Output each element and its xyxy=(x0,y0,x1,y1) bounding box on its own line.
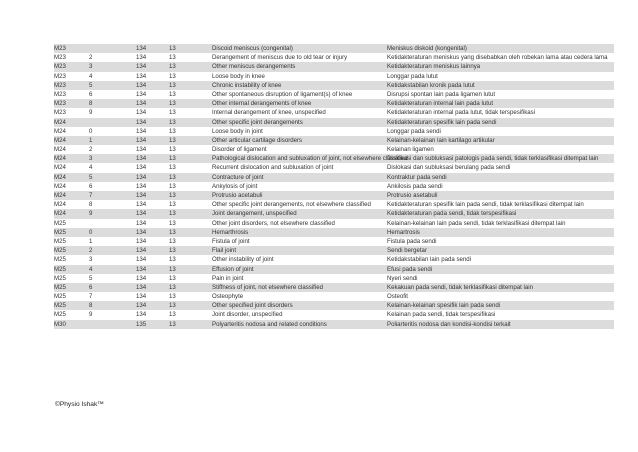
group-number-cell: 13 xyxy=(169,293,176,301)
code-cell: M23 xyxy=(54,45,66,52)
chapter-number-cell: 134 xyxy=(136,283,147,291)
english-description-cell: Other internal derangements of knee xyxy=(212,100,312,108)
group-number-cell: 13 xyxy=(169,164,176,172)
indonesian-description-cell: Kelainan ligamen xyxy=(387,146,434,154)
table-row xyxy=(54,108,614,117)
code-cell: M25 xyxy=(54,256,66,264)
group-number-cell: 13 xyxy=(169,127,176,135)
subcode-cell: 3 xyxy=(89,256,93,264)
table-row xyxy=(54,209,614,218)
indonesian-description-cell: Kekakuan pada sendi, tidak terklasifikasi ditempat lain xyxy=(387,283,533,291)
chapter-number-cell: 134 xyxy=(136,173,147,181)
subcode-cell: 4 xyxy=(89,164,93,172)
group-number-cell: 13 xyxy=(169,45,176,52)
subcode-cell: 1 xyxy=(89,136,93,144)
english-description-cell: Protrusio acetabuli xyxy=(212,192,263,199)
table-row xyxy=(54,283,614,292)
english-description-cell: Osteophyte xyxy=(212,293,244,301)
table-row xyxy=(54,81,614,90)
english-description-cell: Hemarthrosis xyxy=(212,228,249,236)
chapter-number-cell: 134 xyxy=(136,182,147,190)
copyright-footer: ©Physio Ishak™ xyxy=(55,401,104,408)
indonesian-description-cell: Osteofit xyxy=(387,293,408,301)
code-cell: M23 xyxy=(54,81,66,89)
english-description-cell: Contracture of joint xyxy=(212,173,264,181)
english-description-cell: Joint derangement, unspecified xyxy=(212,210,297,218)
group-number-cell: 13 xyxy=(169,118,176,126)
table-row xyxy=(54,265,614,274)
chapter-number-cell: 134 xyxy=(136,155,147,163)
table-row xyxy=(54,219,614,228)
group-number-cell: 13 xyxy=(169,302,176,310)
table-row xyxy=(54,44,614,53)
table-row xyxy=(54,255,614,264)
group-number-cell: 13 xyxy=(169,219,176,227)
subcode-cell: 5 xyxy=(89,173,93,181)
table-row xyxy=(54,292,614,301)
table-row xyxy=(54,118,614,127)
group-number-cell: 13 xyxy=(169,210,176,218)
group-number-cell: 13 xyxy=(169,63,176,71)
english-description-cell: Recurrent dislocation and subluxation of joint xyxy=(212,164,334,172)
code-cell: M25 xyxy=(54,228,66,236)
indonesian-description-cell: Ketidakteraturan spesifik lain pada sendi xyxy=(387,118,497,126)
code-cell: M25 xyxy=(54,274,66,282)
english-description-cell: Stiffness of joint, not elsewhere classified xyxy=(212,283,323,291)
group-number-cell: 13 xyxy=(169,311,176,319)
chapter-number-cell: 134 xyxy=(136,164,147,172)
group-number-cell: 13 xyxy=(169,247,176,255)
subcode-cell: 9 xyxy=(89,311,93,319)
chapter-number-cell: 134 xyxy=(136,54,147,62)
chapter-number-cell: 134 xyxy=(136,146,147,154)
english-description-cell: Polyarteritis nodosa and related conditions xyxy=(212,320,327,328)
code-cell: M23 xyxy=(54,72,66,80)
english-description-cell: Other joint disorders, not elsewhere classified xyxy=(212,219,335,227)
table-row xyxy=(54,246,614,255)
code-cell: M24 xyxy=(54,173,66,181)
english-description-cell: Loose body in knee xyxy=(212,72,265,80)
code-cell: M25 xyxy=(54,237,66,245)
code-cell: M25 xyxy=(54,247,66,255)
subcode-cell: 9 xyxy=(89,109,93,117)
group-number-cell: 13 xyxy=(169,146,176,154)
table-row xyxy=(54,191,614,200)
subcode-cell: 9 xyxy=(89,210,93,218)
chapter-number-cell: 134 xyxy=(136,118,147,126)
subcode-cell: 5 xyxy=(89,274,93,282)
chapter-number-cell: 134 xyxy=(136,201,147,209)
english-description-cell: Disorder of ligament xyxy=(212,146,267,154)
code-cell: M25 xyxy=(54,311,66,319)
subcode-cell: 0 xyxy=(89,228,93,236)
group-number-cell: 13 xyxy=(169,256,176,264)
english-description-cell: Other articular cartilage disorders xyxy=(212,136,303,144)
group-number-cell: 13 xyxy=(169,81,176,89)
english-description-cell: Pain in joint xyxy=(212,274,244,282)
indonesian-description-cell: Meniskus diskoid (kongenital) xyxy=(387,45,467,52)
chapter-number-cell: 134 xyxy=(136,210,147,218)
code-cell: M25 xyxy=(54,265,66,273)
code-cell: M24 xyxy=(54,155,66,163)
english-description-cell: Fistula of joint xyxy=(212,237,250,245)
table-row xyxy=(54,154,614,163)
code-cell: M23 xyxy=(54,100,66,108)
table-row xyxy=(54,90,614,99)
group-number-cell: 13 xyxy=(169,192,176,199)
table-row xyxy=(54,72,614,81)
indonesian-description-cell: Poliarteritis nodosa dan kondisi-kondisi terkait xyxy=(387,320,511,328)
indonesian-description-cell: Ketidakteraturan meniskus yang disebabkan oleh robekan lama atau cedera lama xyxy=(387,54,608,62)
table-row xyxy=(54,145,614,154)
subcode-cell: 8 xyxy=(89,100,93,108)
table-row xyxy=(54,228,614,237)
code-cell: M30 xyxy=(54,320,66,328)
indonesian-description-cell: Efusi pada sendi xyxy=(387,265,433,273)
subcode-cell: 6 xyxy=(89,90,93,98)
chapter-number-cell: 134 xyxy=(136,136,147,144)
indonesian-description-cell: Longgar pada lutut xyxy=(387,72,438,80)
group-number-cell: 13 xyxy=(169,182,176,190)
group-number-cell: 13 xyxy=(169,265,176,273)
english-description-cell: Pathological dislocation and subluxation of joint, not elsewhere classified xyxy=(212,155,408,163)
code-cell: M25 xyxy=(54,302,66,310)
chapter-number-cell: 134 xyxy=(136,72,147,80)
indonesian-description-cell: Ketidakteraturan internal lain pada lutut xyxy=(387,100,494,108)
indonesian-description-cell: Protrusio asetabuli xyxy=(387,192,438,199)
indonesian-description-cell: Fistula pada sendi xyxy=(387,237,437,245)
indonesian-description-cell: Ankilosis pada sendi xyxy=(387,182,443,190)
code-cell: M25 xyxy=(54,293,66,301)
subcode-cell: 4 xyxy=(89,265,93,273)
indonesian-description-cell: Dislokasi dan subluksasi berulang pada sendi xyxy=(387,164,511,172)
subcode-cell: 0 xyxy=(89,127,93,135)
chapter-number-cell: 134 xyxy=(136,63,147,71)
group-number-cell: 13 xyxy=(169,72,176,80)
table-row xyxy=(54,163,614,172)
indonesian-description-cell: Kelainan-kelainan lain kartilago artikular xyxy=(387,136,495,144)
english-description-cell: Other specified joint disorders xyxy=(212,302,293,310)
indonesian-description-cell: Kelainan-kelainan lain pada sendi, tidak terklasifikasi ditempat lain xyxy=(387,219,566,227)
indonesian-description-cell: Disrupsi spontan lain pada ligamen lutut xyxy=(387,90,496,98)
code-cell: M24 xyxy=(54,210,66,218)
chapter-number-cell: 134 xyxy=(136,100,147,108)
subcode-cell: 1 xyxy=(89,237,93,245)
subcode-cell: 2 xyxy=(89,54,93,62)
indonesian-description-cell: Kontraktur pada sendi xyxy=(387,173,447,181)
chapter-number-cell: 134 xyxy=(136,45,147,52)
group-number-cell: 13 xyxy=(169,237,176,245)
group-number-cell: 13 xyxy=(169,173,176,181)
chapter-number-cell: 134 xyxy=(136,256,147,264)
group-number-cell: 13 xyxy=(169,201,176,209)
subcode-cell: 5 xyxy=(89,81,93,89)
english-description-cell: Discoid meniscus (congenital) xyxy=(212,45,293,52)
english-description-cell: Effusion of joint xyxy=(212,265,254,273)
subcode-cell: 6 xyxy=(89,283,93,291)
code-cell: M24 xyxy=(54,146,66,154)
chapter-number-cell: 135 xyxy=(136,320,147,328)
english-description-cell: Ankylosis of joint xyxy=(212,182,258,190)
group-number-cell: 13 xyxy=(169,90,176,98)
code-cell: M25 xyxy=(54,283,66,291)
indonesian-description-cell: Ketidakteraturan pada sendi, tidak terspesifikasi xyxy=(387,210,517,218)
group-number-cell: 13 xyxy=(169,136,176,144)
code-cell: M23 xyxy=(54,63,66,71)
chapter-number-cell: 134 xyxy=(136,127,147,135)
chapter-number-cell: 134 xyxy=(136,247,147,255)
subcode-cell: 8 xyxy=(89,201,93,209)
chapter-number-cell: 134 xyxy=(136,109,147,117)
english-description-cell: Other instability of joint xyxy=(212,256,274,264)
group-number-cell: 13 xyxy=(169,283,176,291)
english-description-cell: Other specific joint derangements xyxy=(212,118,303,126)
english-description-cell: Other meniscus derangements xyxy=(212,63,296,71)
chapter-number-cell: 134 xyxy=(136,311,147,319)
indonesian-description-cell: Longgar pada sendi xyxy=(387,127,441,135)
group-number-cell: 13 xyxy=(169,274,176,282)
indonesian-description-cell: Kelainan pada sendi, tidak terspesifikasi xyxy=(387,311,496,319)
chapter-number-cell: 134 xyxy=(136,265,147,273)
table-row xyxy=(54,301,614,310)
group-number-cell: 13 xyxy=(169,320,176,328)
table-row xyxy=(54,53,614,62)
indonesian-description-cell: Nyeri sendi xyxy=(387,274,418,282)
indonesian-description-cell: Dislokasi dan subluksasi patologis pada sendi, tidak terklasifikasi ditempat lain xyxy=(387,155,599,163)
subcode-cell: 6 xyxy=(89,182,93,190)
english-description-cell: Joint disorder, unspecified xyxy=(212,311,283,319)
chapter-number-cell: 134 xyxy=(136,228,147,236)
english-description-cell: Flail joint xyxy=(212,247,237,255)
code-cell: M24 xyxy=(54,182,66,190)
subcode-cell: 4 xyxy=(89,72,93,80)
group-number-cell: 13 xyxy=(169,100,176,108)
table-row xyxy=(54,310,614,319)
subcode-cell: 3 xyxy=(89,63,93,71)
code-cell: M24 xyxy=(54,118,66,126)
table-row xyxy=(54,136,614,145)
group-number-cell: 13 xyxy=(169,228,176,236)
chapter-number-cell: 134 xyxy=(136,274,147,282)
table-row xyxy=(54,274,614,283)
table-body xyxy=(54,44,614,329)
code-cell: M23 xyxy=(54,109,66,117)
code-cell: M23 xyxy=(54,90,66,98)
chapter-number-cell: 134 xyxy=(136,90,147,98)
chapter-number-cell: 134 xyxy=(136,219,147,227)
table-row xyxy=(54,182,614,191)
indonesian-description-cell: Ketidakteraturan meniskus lainnya xyxy=(387,63,481,71)
code-cell: M24 xyxy=(54,127,66,135)
table-row xyxy=(54,99,614,108)
group-number-cell: 13 xyxy=(169,109,176,117)
table-row xyxy=(54,62,614,71)
subcode-cell: 2 xyxy=(89,247,93,255)
english-description-cell: Other spontaneous disruption of ligament(s) of knee xyxy=(212,90,353,98)
group-number-cell: 13 xyxy=(169,54,176,62)
code-cell: M23 xyxy=(54,54,66,62)
chapter-number-cell: 134 xyxy=(136,293,147,301)
table-row xyxy=(54,320,614,329)
table-row xyxy=(54,127,614,136)
english-description-cell: Derangement of meniscus due to old tear or injury xyxy=(212,54,348,62)
code-cell: M24 xyxy=(54,136,66,144)
chapter-number-cell: 134 xyxy=(136,302,147,310)
subcode-cell: 3 xyxy=(89,155,93,163)
table-row xyxy=(54,173,614,182)
english-description-cell: Other specific joint derangements, not elsewhere classified xyxy=(212,201,371,209)
code-cell: M24 xyxy=(54,164,66,172)
code-cell: M24 xyxy=(54,192,66,199)
subcode-cell: 7 xyxy=(89,192,93,199)
icd-code-table xyxy=(54,44,614,329)
subcode-cell: 8 xyxy=(89,302,93,310)
chapter-number-cell: 134 xyxy=(136,81,147,89)
indonesian-description-cell: Hemartrosis xyxy=(387,228,420,236)
code-cell: M25 xyxy=(54,219,66,227)
subcode-cell: 7 xyxy=(89,293,93,301)
table-row xyxy=(54,237,614,246)
english-description-cell: Loose body in joint xyxy=(212,127,263,135)
indonesian-description-cell: Ketidakteraturan internal pada lutut, tidak terspesifikasi xyxy=(387,109,536,117)
english-description-cell: Internal derangement of knee, unspecified xyxy=(212,109,326,117)
code-cell: M24 xyxy=(54,201,66,209)
chapter-number-cell: 134 xyxy=(136,237,147,245)
indonesian-description-cell: Ketidakteraturan spesifik lain pada sendi, tidak terklasifikasi ditempat lain xyxy=(387,201,584,209)
english-description-cell: Chronic instability of knee xyxy=(212,81,282,89)
indonesian-description-cell: Kelainan-kelainan spesifik lain pada sendi xyxy=(387,302,501,310)
indonesian-description-cell: Ketidakstabilan kronik pada lutut xyxy=(387,81,475,89)
table-row xyxy=(54,200,614,209)
chapter-number-cell: 134 xyxy=(136,192,147,199)
indonesian-description-cell: Ketidakstabilan lain pada sendi xyxy=(387,256,472,264)
subcode-cell: 2 xyxy=(89,146,93,154)
group-number-cell: 13 xyxy=(169,155,176,163)
indonesian-description-cell: Sendi bergetar xyxy=(387,247,427,255)
